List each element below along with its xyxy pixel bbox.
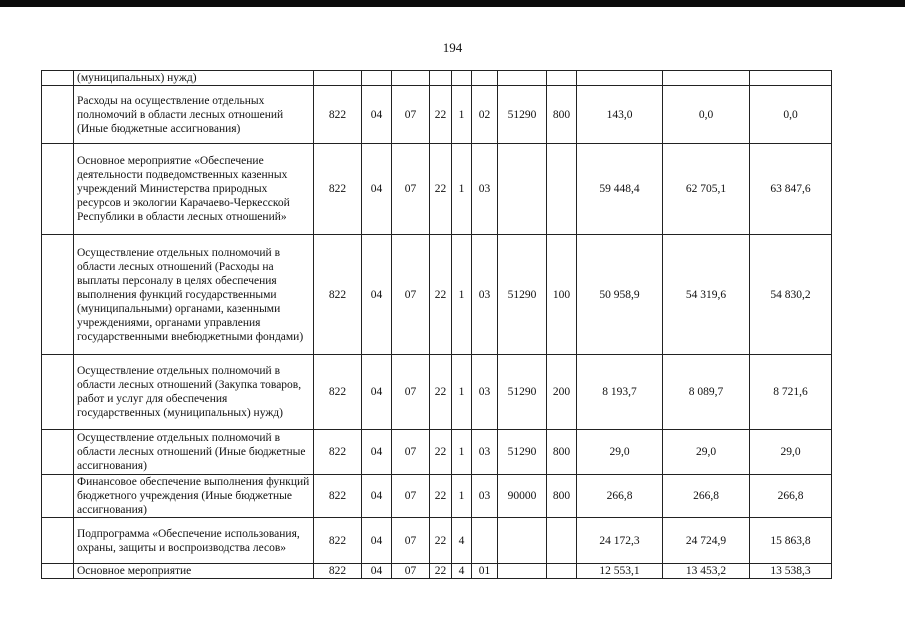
row-name-cell: Осуществление отдельных полномочий в области лесных отношений (Иные бюджетные ассигнования) xyxy=(74,430,314,475)
value-cell: 800 xyxy=(547,430,577,475)
value-cell: 59 448,4 xyxy=(577,144,663,235)
value-cell: 07 xyxy=(392,144,430,235)
value-cell: 62 705,1 xyxy=(663,144,750,235)
value-cell: 04 xyxy=(362,430,392,475)
table-row xyxy=(42,564,832,579)
value-cell: 266,8 xyxy=(663,475,750,518)
value-cell: 04 xyxy=(362,518,392,564)
value-cell: 29,0 xyxy=(750,430,832,475)
value-cell: 8 089,7 xyxy=(663,355,750,430)
value-cell: 1 xyxy=(452,144,472,235)
value-cell xyxy=(472,518,498,564)
value-cell xyxy=(547,144,577,235)
value-cell: 22 xyxy=(430,564,452,579)
value-cell: 04 xyxy=(362,144,392,235)
value-cell: 1 xyxy=(452,475,472,518)
row-name-cell: Финансовое обеспечение выполнения функций бюджетного учреждения (Иные бюджетные ассигнования) xyxy=(74,475,314,518)
value-cell xyxy=(498,71,547,86)
row-name-cell: (муниципальных) нужд) xyxy=(74,71,314,86)
value-cell xyxy=(750,71,832,86)
value-cell: 143,0 xyxy=(577,86,663,144)
value-cell: 22 xyxy=(430,518,452,564)
value-cell: 29,0 xyxy=(663,430,750,475)
value-cell: 822 xyxy=(314,355,362,430)
value-cell: 1 xyxy=(452,355,472,430)
value-cell: 4 xyxy=(452,518,472,564)
table-row xyxy=(42,518,832,564)
value-cell: 22 xyxy=(430,475,452,518)
scan-top-edge xyxy=(0,0,905,7)
table-row xyxy=(42,430,832,475)
value-cell: 22 xyxy=(430,235,452,355)
value-cell: 822 xyxy=(314,564,362,579)
value-cell xyxy=(547,518,577,564)
value-cell: 54 830,2 xyxy=(750,235,832,355)
value-cell: 266,8 xyxy=(750,475,832,518)
value-cell xyxy=(392,71,430,86)
value-cell: 04 xyxy=(362,564,392,579)
row-index-cell xyxy=(42,518,74,564)
page-number: 194 xyxy=(442,40,463,55)
value-cell: 800 xyxy=(547,475,577,518)
value-cell: 02 xyxy=(472,86,498,144)
table-row xyxy=(42,235,832,355)
value-cell: 04 xyxy=(362,355,392,430)
row-name-cell: Расходы на осуществление отдельных полномочий в области лесных отношений (Иные бюджетные ассигнования) xyxy=(74,86,314,144)
value-cell: 01 xyxy=(472,564,498,579)
value-cell: 100 xyxy=(547,235,577,355)
row-name-cell: Осуществление отдельных полномочий в области лесных отношений (Закупка товаров, работ и услуг для обеспечения государственных (муниципальных) нужд) xyxy=(74,355,314,430)
row-index-cell xyxy=(42,71,74,86)
value-cell: 22 xyxy=(430,144,452,235)
table-row xyxy=(42,71,832,86)
value-cell: 8 193,7 xyxy=(577,355,663,430)
value-cell: 07 xyxy=(392,518,430,564)
value-cell: 0,0 xyxy=(750,86,832,144)
value-cell: 03 xyxy=(472,475,498,518)
value-cell xyxy=(498,518,547,564)
value-cell: 07 xyxy=(392,475,430,518)
value-cell: 1 xyxy=(452,235,472,355)
value-cell: 03 xyxy=(472,430,498,475)
value-cell: 03 xyxy=(472,355,498,430)
table-row xyxy=(42,86,832,144)
value-cell: 22 xyxy=(430,86,452,144)
value-cell: 8 721,6 xyxy=(750,355,832,430)
row-index-cell xyxy=(42,475,74,518)
value-cell xyxy=(577,71,663,86)
value-cell: 13 453,2 xyxy=(663,564,750,579)
value-cell: 1 xyxy=(452,86,472,144)
value-cell: 800 xyxy=(547,86,577,144)
value-cell: 90000 xyxy=(498,475,547,518)
value-cell: 13 538,3 xyxy=(750,564,832,579)
value-cell: 03 xyxy=(472,144,498,235)
value-cell: 15 863,8 xyxy=(750,518,832,564)
value-cell: 200 xyxy=(547,355,577,430)
value-cell: 50 958,9 xyxy=(577,235,663,355)
value-cell: 822 xyxy=(314,475,362,518)
value-cell: 822 xyxy=(314,518,362,564)
value-cell: 266,8 xyxy=(577,475,663,518)
table-row xyxy=(42,475,832,518)
value-cell: 07 xyxy=(392,86,430,144)
value-cell xyxy=(472,71,498,86)
value-cell: 04 xyxy=(362,86,392,144)
value-cell: 22 xyxy=(430,430,452,475)
value-cell: 29,0 xyxy=(577,430,663,475)
row-name-cell: Основное мероприятие xyxy=(74,564,314,579)
row-index-cell xyxy=(42,355,74,430)
value-cell: 822 xyxy=(314,144,362,235)
row-index-cell xyxy=(42,144,74,235)
value-cell: 51290 xyxy=(498,235,547,355)
value-cell: 822 xyxy=(314,235,362,355)
value-cell: 07 xyxy=(392,564,430,579)
value-cell: 03 xyxy=(472,235,498,355)
value-cell: 63 847,6 xyxy=(750,144,832,235)
value-cell: 24 172,3 xyxy=(577,518,663,564)
value-cell: 54 319,6 xyxy=(663,235,750,355)
value-cell xyxy=(314,71,362,86)
value-cell xyxy=(430,71,452,86)
value-cell: 04 xyxy=(362,475,392,518)
row-index-cell xyxy=(42,235,74,355)
value-cell xyxy=(362,71,392,86)
row-index-cell xyxy=(42,86,74,144)
value-cell: 4 xyxy=(452,564,472,579)
value-cell xyxy=(547,71,577,86)
table-row xyxy=(42,144,832,235)
budget-table xyxy=(41,70,832,579)
value-cell: 22 xyxy=(430,355,452,430)
value-cell xyxy=(498,144,547,235)
table-row xyxy=(42,355,832,430)
value-cell: 1 xyxy=(452,430,472,475)
value-cell xyxy=(547,564,577,579)
row-index-cell xyxy=(42,564,74,579)
row-name-cell: Осуществление отдельных полномочий в области лесных отношений (Расходы на выплаты персоналу в целях обеспечения выполнения функций государственными (муниципальными) органами, казенными учреждениями, органами управления государственными внебюджетными фондами) xyxy=(74,235,314,355)
value-cell xyxy=(498,564,547,579)
value-cell: 51290 xyxy=(498,355,547,430)
value-cell: 07 xyxy=(392,235,430,355)
value-cell: 51290 xyxy=(498,86,547,144)
value-cell: 822 xyxy=(314,430,362,475)
value-cell: 822 xyxy=(314,86,362,144)
row-index-cell xyxy=(42,430,74,475)
value-cell: 07 xyxy=(392,355,430,430)
row-name-cell: Подпрограмма «Обеспечение использования, охраны, защиты и воспроизводства лесов» xyxy=(74,518,314,564)
value-cell xyxy=(452,71,472,86)
value-cell: 04 xyxy=(362,235,392,355)
row-name-cell: Основное мероприятие «Обеспечение деятельности подведомственных казенных учреждений Министерства природных ресурсов и экологии Карачаево-Черкесской Республики в области лесных отношений» xyxy=(74,144,314,235)
value-cell: 0,0 xyxy=(663,86,750,144)
value-cell: 07 xyxy=(392,430,430,475)
value-cell xyxy=(663,71,750,86)
value-cell: 12 553,1 xyxy=(577,564,663,579)
value-cell: 24 724,9 xyxy=(663,518,750,564)
value-cell: 51290 xyxy=(498,430,547,475)
